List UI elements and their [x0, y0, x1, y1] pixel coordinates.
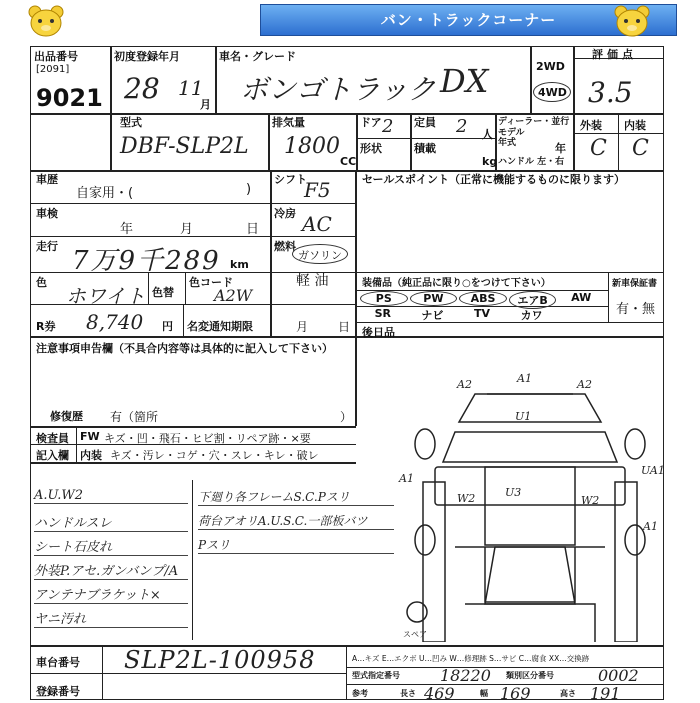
height: 191: [590, 684, 621, 703]
handle-label: ハンドル 左・右: [498, 157, 565, 167]
equipment-item: AW: [571, 291, 592, 304]
color-label: 色: [36, 276, 47, 289]
spec-label: 型式指定番号: [352, 671, 400, 680]
equipment-row-2: [360, 307, 608, 322]
record-label: 記入欄: [36, 449, 69, 462]
fuel-label: 燃料: [274, 240, 296, 253]
inspection-month: 月: [180, 222, 194, 237]
report-line: 外装P.アセ.ガンバンプ/A: [34, 560, 188, 580]
report-line: 荷台アオリA.U.S.C.一部板バツ: [198, 512, 394, 530]
chassis-label: 車台番号: [36, 656, 80, 669]
score: 3.5: [588, 76, 633, 109]
report-line: A.U.W2: [34, 488, 188, 504]
model-year-label: モデル年式: [498, 128, 525, 148]
drive-2wd: 2WD: [536, 60, 565, 73]
damage-mark: A2: [577, 378, 592, 391]
color-code: A2W: [214, 286, 253, 305]
deadline-month: 月: [296, 320, 309, 334]
length-label: 長さ: [400, 689, 416, 698]
first-reg-month: 11: [178, 76, 204, 100]
damage-legend: A…キズ E…エクボ U…凹み W…修理跡 S…サビ C…腐食 XX…交換跡: [352, 654, 590, 663]
later-label: 後日品: [362, 326, 395, 339]
damage-mark: UA1: [641, 464, 665, 477]
equipment-item: PS: [360, 291, 408, 306]
equipment-item: TV: [473, 307, 490, 320]
inspector-label: 検査員: [36, 432, 69, 445]
doors: 2: [382, 116, 394, 137]
disp-label: 排気量: [272, 116, 305, 129]
left-side: [423, 482, 445, 642]
yen-unit: 円: [162, 320, 173, 333]
history-label: 車歴: [36, 173, 58, 186]
int-items: キズ・汚レ・コゲ・穴・スレ・キレ・破レ: [110, 449, 319, 462]
fuel-gasoline: ガソリン: [298, 249, 342, 262]
name-label: 車名・グレード: [219, 50, 296, 63]
history: 自家用・(: [76, 186, 134, 201]
door-label: ドア: [360, 116, 382, 129]
color: ホワイト: [66, 284, 146, 308]
new-warranty-label: 新車保証書: [612, 279, 658, 289]
equipment-item: ABS: [459, 291, 507, 306]
spare-caption: スペア: [403, 630, 427, 639]
capacity: 2: [456, 116, 468, 137]
damage-mark: U3: [505, 486, 522, 499]
history-close: ): [246, 182, 252, 197]
equipment-item: ナビ: [421, 309, 444, 322]
score-label: 評価点: [592, 48, 637, 61]
shift: F5: [304, 178, 331, 202]
report-line: シート石皮れ: [34, 536, 188, 556]
ext-label: 外装: [580, 119, 602, 132]
repair-close: ）: [340, 410, 353, 424]
recycle-label: R券: [36, 320, 56, 333]
drive-4wd: 4WD: [538, 86, 567, 99]
displacement: 1800: [284, 134, 340, 159]
damage-mark: A1: [399, 472, 414, 485]
grade: DX: [440, 62, 489, 100]
first-reg-year: 28: [124, 72, 160, 105]
damage-mark: W2: [457, 492, 476, 505]
fuel-diesel: 軽 油: [296, 273, 329, 289]
class-number: 0002: [598, 666, 639, 685]
damage-mark: U1: [515, 410, 532, 423]
deadline-label: 名変通知期限: [187, 320, 253, 333]
shift-label: シフト: [274, 173, 307, 186]
bear-mascot-right-icon: [612, 4, 652, 38]
repair-value: 有（箇所: [110, 410, 159, 424]
sales-point-label: セールスポイント（正常に機能するものに限ります）: [362, 173, 626, 186]
int-grade: C: [632, 136, 649, 161]
damage-mark: A1: [643, 520, 658, 533]
header-title: バン・トラックコーナー: [380, 11, 557, 29]
inspection-year: 年: [120, 222, 134, 237]
kg-unit: kg: [482, 155, 498, 168]
report-line: ハンドルスレ: [34, 512, 188, 532]
model-label: 型式: [120, 116, 142, 129]
chassis: SLP2L-100958: [124, 646, 316, 674]
width: 169: [500, 684, 531, 703]
vehicle-diagram: [395, 372, 670, 642]
dealer-label: ディーラー・並行: [498, 117, 570, 127]
windshield: [443, 432, 617, 462]
equipment-item: SR: [374, 307, 391, 320]
int-label: 内装: [624, 119, 646, 132]
mileage: 7万9千289: [72, 246, 221, 276]
new-warranty: 有・無: [616, 302, 656, 317]
car-name: ボンゴトラック: [240, 73, 436, 106]
year-suffix: 年: [555, 142, 566, 155]
right-side: [615, 482, 637, 642]
lot-number: 9021: [36, 84, 103, 112]
ext-grade: C: [590, 136, 607, 161]
load-label: 積載: [414, 142, 436, 155]
spare-tire: [407, 602, 427, 622]
damage-mark: W2: [581, 494, 600, 507]
inspection-label: 車検: [36, 207, 58, 220]
report-line: アンテナブラケット×: [34, 584, 188, 604]
equipment-row-1: [360, 291, 608, 306]
width-label: 幅: [480, 689, 488, 698]
height-label: 高さ: [560, 689, 576, 698]
fw-items: キズ・凹・飛石・ヒビ割・リペア跡・×要: [104, 432, 311, 445]
model: DBF-SLP2L: [120, 134, 249, 159]
deadline-day: 日: [338, 320, 351, 334]
reg-label: 登録番号: [36, 685, 80, 698]
bed: [485, 547, 575, 602]
capacity-label: 定員: [414, 116, 436, 129]
report-line: ヤニ汚れ: [34, 608, 188, 628]
aircon-label: 冷房: [274, 207, 296, 220]
km-unit: km: [230, 258, 249, 271]
month-suffix: 月: [200, 98, 211, 111]
first-reg-label: 初度登録年月: [114, 50, 180, 63]
report-line: 下廻り各フレームS.C.Pスリ: [198, 488, 394, 506]
bear-mascot-left-icon: [26, 4, 66, 38]
caution-label: 注意事項申告欄（不具合内容等は具体的に記入して下さい）: [36, 342, 333, 355]
equipment-item: PW: [410, 291, 458, 306]
lot-label: 出品番号: [34, 50, 78, 63]
repaint-label: 色替: [152, 286, 174, 299]
mileage-label: 走行: [36, 240, 58, 253]
equipment-item: カワ: [520, 309, 543, 322]
shape-label: 形状: [360, 142, 382, 155]
cc-unit: CC: [340, 155, 357, 168]
reference-label: 参考: [352, 689, 368, 698]
damage-mark: A1: [517, 372, 532, 385]
equipment-item: エアB: [509, 291, 557, 309]
spec-number: 18220: [440, 666, 491, 685]
damage-mark: A2: [457, 378, 472, 391]
int-label-2: 内装: [80, 449, 102, 462]
recycle: 8,740: [86, 310, 144, 334]
equipment-label: 装備品（純正品に限り○をつけて下さい）: [362, 278, 551, 289]
aircon: AC: [302, 212, 332, 236]
cab-floor: [485, 467, 575, 545]
person-unit: 人: [482, 128, 493, 141]
fw-label: FW: [80, 430, 100, 443]
lot-sub: [2091]: [36, 64, 70, 75]
report-line: Pスリ: [198, 536, 394, 554]
repair-label: 修復歴: [50, 410, 83, 423]
class-label: 類別区分番号: [506, 671, 554, 680]
inspection-day: 日: [246, 222, 260, 237]
length: 469: [424, 684, 455, 703]
color-code-label: 色コード: [189, 276, 233, 289]
